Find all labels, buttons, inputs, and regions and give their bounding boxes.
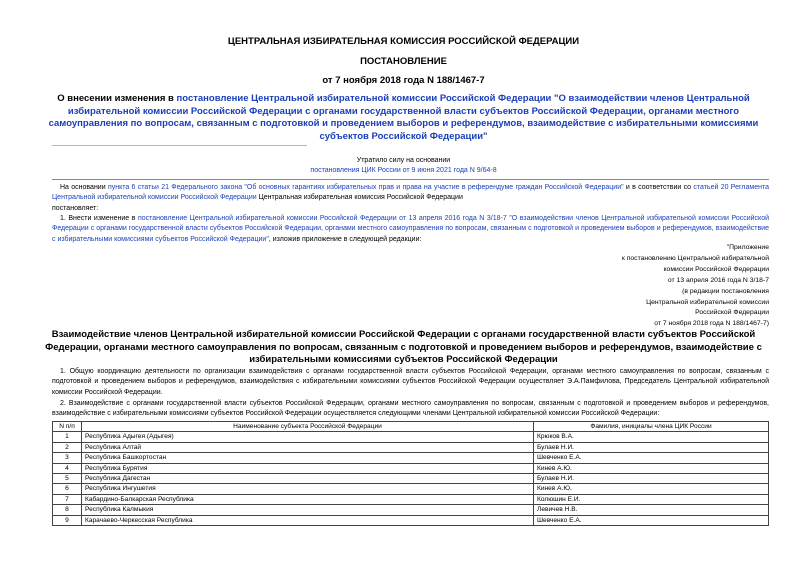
row-subject: Республика Адыгея (Адыгея) [82,432,534,442]
table-row [53,484,769,494]
row-subject: Кабардино-Балкарская Республика [82,494,534,504]
table-row [53,515,769,525]
regulations-link[interactable]: статьей 20 Регламента Центральной избирательной комиссии Российской Федерации [52,184,770,202]
document-title [40,93,767,143]
row-subject: Республика Башкортостан [82,453,534,463]
appendix-line: от 13 апреля 2016 года N 3/18-7 [667,276,769,284]
paragraph-1: 1. Общую координацию деятельности по организации взаимодействия с органами государственной власти субъектов Российской Федерации, органами местного самоуправления по вопросам, связанным с подготовкой и проведением выборов и референдумов, взаимодействия с избирательными комиссиями субъектов Российской Федерации осуществляет Э.А.Памфилова, Председатель Центральной избирательной комиссии Российской Федерации. [52,368,769,396]
row-number: 7 [53,494,82,504]
table-row [53,442,769,452]
amended-decree-link[interactable]: постановление Центральной избирательной комиссии Российской Федерации "О взаимодействии членов Центральной избирательной комиссии Российской Федерации с органами государственной власти субъектов Российской Федерации, органами местного самоуправления по вопросам, связанным с подготовкой и проведением выборов и референдумов, взаимодействие с избирательными комиссиями субъектов Российской Федерации" [48,93,759,142]
issuing-authority: ЦЕНТРАЛЬНАЯ ИЗБИРАТЕЛЬНАЯ КОМИССИЯ РОССИЙСКОЙ ФЕДЕРАЦИИ [227,36,580,47]
document-date-number: от 7 ноября 2018 года N 188/1467-7 [322,75,485,86]
row-member: Булаев Н.И. [534,474,769,484]
preamble-text-2: и в соответствии со [623,184,694,191]
item-1-text-2: , изложив приложение в следующей редакции: [268,235,422,243]
table-header-row [53,422,769,432]
row-member: Шевченко Е.А. [534,515,769,525]
row-number: 3 [53,453,82,463]
row-number: 1 [53,432,82,442]
table-row [53,474,769,484]
title-prefix: О внесении изменения в [57,93,177,104]
row-number: 9 [53,515,82,525]
decree-2016-link[interactable]: постановление Центральной избирательной комиссии Российской Федерации от 13 апреля 2016 года N 3/18-7 "О взаимодействии членов Центральной избирательной комиссии Российской Федерации с органами государственной власти субъектов Российской Федерации, органами местного самоуправления по вопросам, связанным с подготовкой и проведением выборов и референдумов, взаимодействие с избирательными комиссиями субъектов Российской Федерации" [52,215,769,243]
row-member: Левичев Н.В. [534,505,769,515]
row-member: Шевченко Е.А. [534,453,769,463]
row-number: 8 [53,505,82,515]
appendix-block [509,243,769,330]
repeal-decree-link[interactable]: постановления ЦИК России от 9 июня 2021 года N 9/64-8 [310,167,497,175]
repeal-note [0,156,807,177]
column-header-subject: Наименование субъекта Российской Федерации [82,422,534,432]
preamble [52,183,769,204]
row-subject: Республика Ингушетия [82,484,534,494]
federal-law-link[interactable]: пункта 6 статьи 21 Федерального закона "Об основных гарантиях избирательных прав и права на участие в референдуме граждан Российской Федерации" [107,184,624,191]
paragraph-2: 2. Взаимодействие с органами государственной власти субъектов Российской Федерации, органами местного самоуправления по вопросам, связанным с подготовкой и проведением выборов и референдумов, взаимодействие с избирательными комиссиями субъектов Российской Федерации осуществляется следующими членами Центральной избирательной комиссии Российской Федерации: [52,400,769,418]
row-subject: Республика Алтай [82,442,534,452]
table-row [53,432,769,442]
table-row [53,463,769,473]
appendix-line: (в редакции постановления [682,287,769,295]
row-member: Колюшин Е.И. [534,494,769,504]
row-subject: Республика Калмыкия [82,505,534,515]
appendix-line: к постановлению Центральной избирательной [621,254,769,262]
divider-short [52,145,307,146]
preamble-text-3: Центральная избирательная комиссия Российской Федерации [256,194,463,202]
column-header-number: N п/п [53,422,82,432]
appendix-line: Российской Федерации [695,309,769,317]
row-number: 4 [53,463,82,473]
repeal-note-text: Утратило силу на основании [356,157,451,164]
table-row [53,505,769,515]
row-number: 6 [53,484,82,494]
item-1 [52,214,769,245]
row-number: 2 [53,442,82,452]
appendix-line: Центральной избирательной комиссии [646,298,769,306]
row-number: 5 [53,474,82,484]
appendix-line: комиссии Российской Федерации [663,265,769,273]
row-member: Кинев А.Ю. [534,463,769,473]
column-header-member: Фамилия, инициалы члена ЦИК России [534,422,769,432]
section-title: Взаимодействие членов Центральной избирательной комиссии Российской Федерации с органами государственной власти субъектов Российской Федерации, органами местного самоуправления по вопросам, связанным с подготовкой и проведением выборов и референдумов, взаимодействие с избирательными комиссиями субъектов Российской Федерации [45,329,762,365]
row-subject: Республика Бурятия [82,463,534,473]
row-member: Булаев Н.И. [534,442,769,452]
divider-full [52,179,769,180]
members-table [52,421,769,526]
decree-word: постановляет: [52,205,99,212]
table-row [53,453,769,463]
item-1-text-1: 1. Внести изменение в [60,215,138,222]
row-member: Кинев А.Ю. [534,484,769,494]
document-type: ПОСТАНОВЛЕНИЕ [360,56,447,67]
table-row [53,494,769,504]
appendix-line: "Приложение [726,244,769,251]
row-subject: Карачаево-Черкесская Республика [82,515,534,525]
preamble-text-1: На основании [60,184,108,191]
appendix-line: от 7 ноября 2018 года N 188/1467-7) [654,320,769,328]
row-subject: Республика Дагестан [82,474,534,484]
row-member: Крюков В.А. [534,432,769,442]
